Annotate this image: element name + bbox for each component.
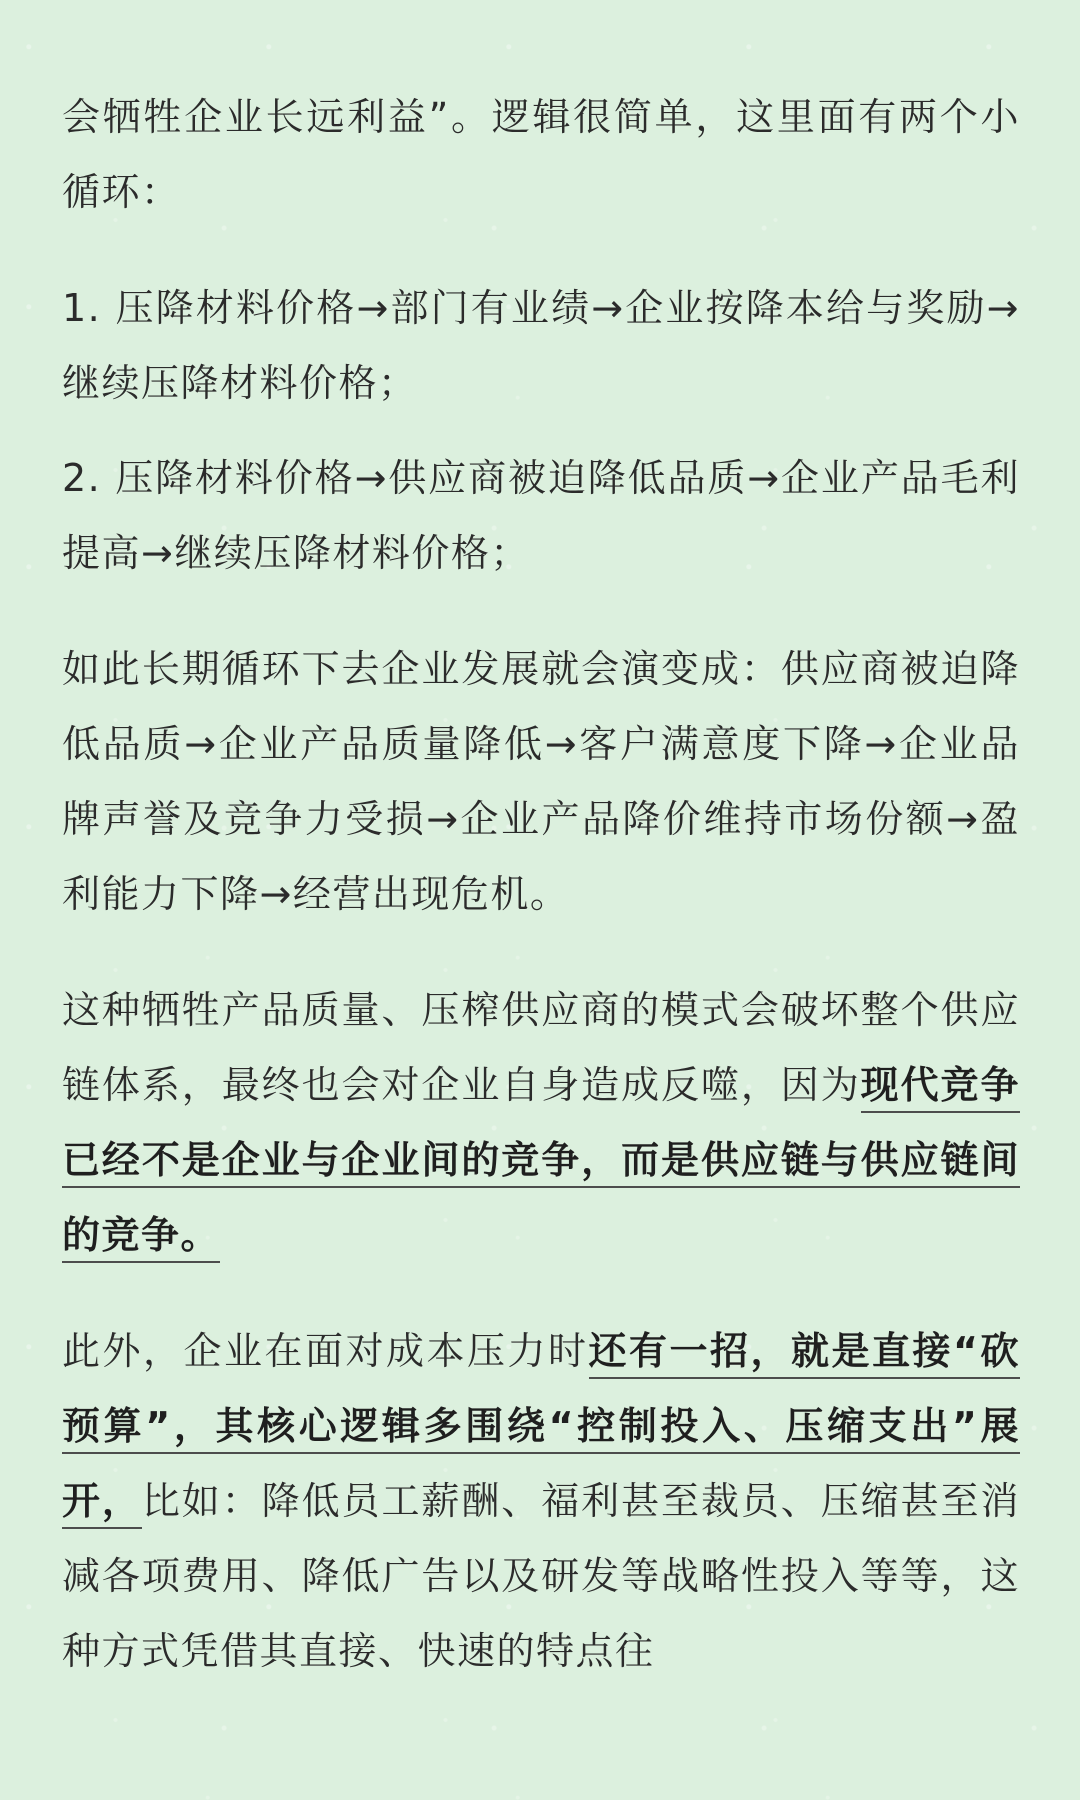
- paragraph-budget-cut: [62, 1314, 1020, 1689]
- list-item-2: [62, 441, 1020, 591]
- paragraph-budget-cut-text-before: 此外，企业在面对成本压力时: [62, 1329, 589, 1373]
- paragraph-supply-chain: [62, 973, 1020, 1273]
- supply-chain-emphasis: 现代竞争已经不是企业与企业间的竞争，而是供应链与供应链间的竞争。: [62, 1063, 1020, 1263]
- paragraph-budget-cut-text-after: 比如：降低员工薪酬、福利甚至裁员、压缩甚至消减各项费用、降低广告以及研发等战略性投入等等，这种方式凭借其直接、快速的特点往: [62, 1479, 1020, 1673]
- list-item-1: [62, 271, 1020, 421]
- budget-cut-emphasis: 还有一招，就是直接“砍预算”，其核心逻辑多围绕“控制投入、压缩支出”展开，: [62, 1329, 1020, 1529]
- paragraph-evolution-text: 如此长期循环下去企业发展就会演变成：供应商被迫降低品质→企业产品质量降低→客户满意度下降→企业品牌声誉及竞争力受损→企业产品降价维持市场份额→盈利能力下降→经营出现危机。: [62, 647, 1020, 916]
- article-body: [62, 80, 1020, 1730]
- paragraph-intro: [62, 80, 1020, 230]
- paragraph-evolution: [62, 632, 1020, 932]
- paragraph-supply-chain-text: 这种牺牲产品质量、压榨供应商的模式会破坏整个供应链体系，最终也会对企业自身造成反噬，因为: [62, 988, 1020, 1107]
- list-item-1-text: 1. 压降材料价格→部门有业绩→企业按降本给与奖励→继续压降材料价格；: [62, 286, 1020, 405]
- paragraph-intro-text: 会牺牲企业长远利益”。逻辑很简单，这里面有两个小循环：: [62, 95, 1020, 214]
- list-item-2-text: 2. 压降材料价格→供应商被迫降低品质→企业产品毛利提高→继续压降材料价格；: [62, 456, 1020, 575]
